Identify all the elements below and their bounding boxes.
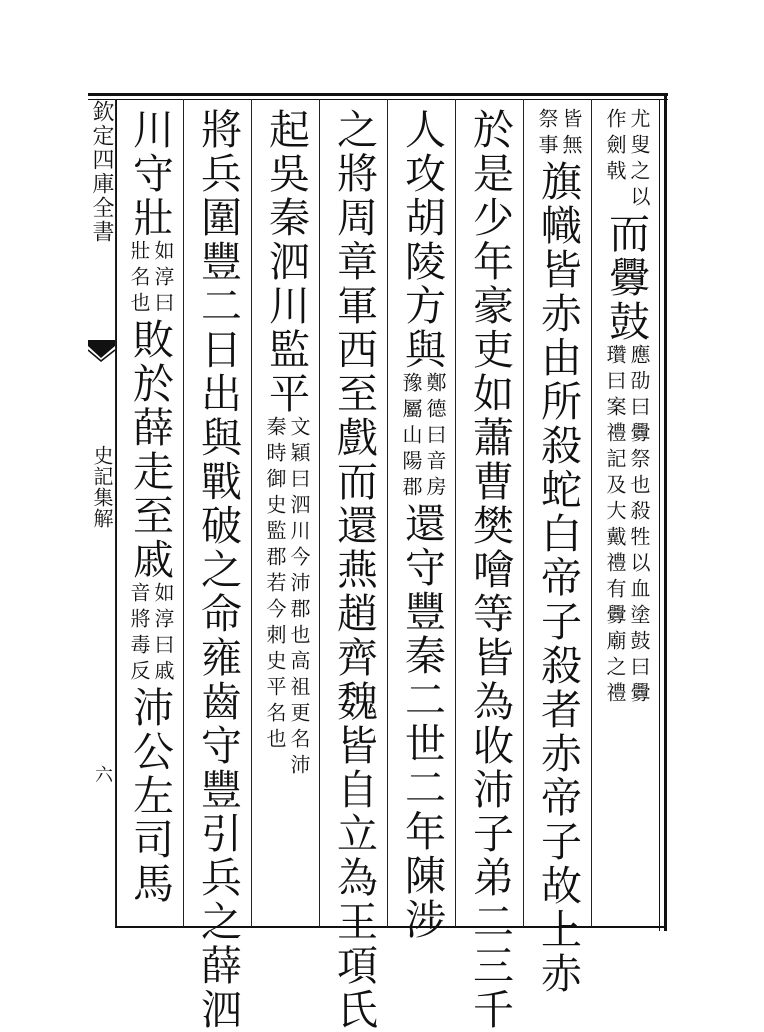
main-text: 沛公左司馬 bbox=[126, 686, 174, 906]
commentary-line: 壯名也 bbox=[127, 240, 151, 318]
frame-right-inner-rule bbox=[659, 99, 660, 931]
column-rule bbox=[387, 99, 388, 927]
column-rule bbox=[115, 99, 116, 927]
commentary-line: 尤叟之以 bbox=[627, 108, 651, 212]
commentary-line: 祭事 bbox=[535, 108, 559, 160]
text-column bbox=[329, 108, 379, 1032]
commentary-line: 瓚曰案禮記及大戴禮有釁廟之禮 bbox=[603, 344, 627, 708]
main-text: 人攻胡陵方與 bbox=[398, 108, 446, 372]
column-rule bbox=[523, 99, 524, 927]
column-rule bbox=[319, 99, 320, 927]
column-rule bbox=[455, 99, 456, 927]
book-title: 欽定四庫全書 bbox=[89, 100, 114, 244]
section-title: 史記集解 bbox=[90, 445, 114, 529]
column-rule bbox=[183, 99, 184, 927]
fishtail-ornament-icon bbox=[88, 340, 115, 362]
commentary-line: 音將毒反 bbox=[127, 582, 151, 686]
commentary-line: 鄭德曰音房 bbox=[423, 372, 447, 502]
text-column bbox=[261, 108, 311, 920]
frame-right-rule bbox=[664, 93, 667, 931]
text-column bbox=[193, 108, 243, 1032]
main-text: 敗於薛走至戚 bbox=[126, 318, 174, 582]
commentary-line: 文穎曰泗川今沛郡也高祖更名沛 bbox=[287, 416, 311, 780]
page-number: 六 bbox=[92, 765, 113, 783]
column-rule bbox=[251, 99, 252, 927]
commentary-line: 秦時御史監郡若今刺史平名也 bbox=[263, 416, 287, 754]
text-column bbox=[465, 108, 515, 1032]
commentary-line: 應劭曰釁祭也殺牲以血塗鼓曰釁 bbox=[627, 344, 651, 708]
main-text: 而釁鼓 bbox=[602, 212, 650, 344]
text-column bbox=[125, 108, 175, 920]
commentary-note bbox=[603, 108, 651, 212]
commentary-note bbox=[263, 416, 311, 780]
frame-top-inner-rule bbox=[88, 99, 668, 100]
commentary-line: 豫屬山陽郡 bbox=[399, 372, 423, 502]
main-text: 還守豐秦二世二年陳涉 bbox=[398, 502, 446, 942]
main-text: 於是少年豪吏如蕭曹樊噲等皆為收沛子弟二三千 bbox=[466, 108, 514, 1032]
commentary-line: 如淳曰 bbox=[151, 240, 175, 318]
text-column bbox=[397, 108, 447, 942]
commentary-note bbox=[603, 344, 651, 708]
main-text: 旗幟皆赤由所殺蛇白帝子殺者赤帝子故上赤 bbox=[534, 160, 582, 996]
main-text: 川守壯 bbox=[126, 108, 174, 240]
commentary-note bbox=[535, 108, 583, 160]
text-column bbox=[533, 108, 583, 996]
commentary-line: 如淳曰戚 bbox=[151, 582, 175, 686]
frame-top-rule bbox=[88, 93, 668, 96]
commentary-note bbox=[127, 240, 175, 318]
text-column bbox=[601, 108, 651, 920]
main-text: 起吳秦泗川監平 bbox=[262, 108, 310, 416]
commentary-line: 作劍戟 bbox=[603, 108, 627, 186]
main-text: 將兵圍豐二日出與戰破之命雍齒守豐引兵之薛泗 bbox=[194, 108, 242, 1032]
column-rule bbox=[591, 99, 592, 927]
main-text: 之將周章軍西至戲而還燕趙齊魏皆自立為王項氏 bbox=[330, 108, 378, 1032]
commentary-note bbox=[127, 582, 175, 686]
commentary-note bbox=[399, 372, 447, 502]
commentary-line: 皆無 bbox=[559, 108, 583, 160]
